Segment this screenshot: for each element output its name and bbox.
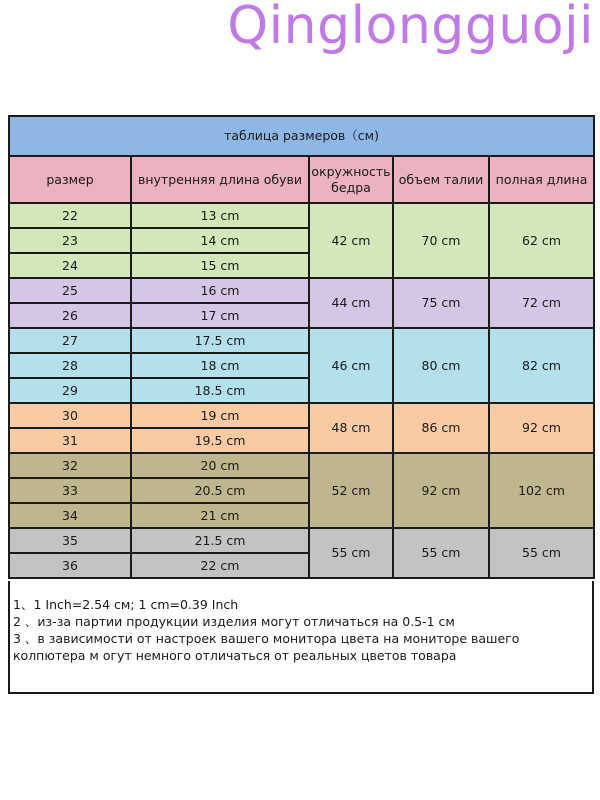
insole-length-cell: 21.5 cm bbox=[131, 528, 309, 553]
brand-logo: Qinglongguoji bbox=[227, 0, 594, 56]
insole-length-cell: 13 cm bbox=[131, 203, 309, 228]
note-3: 3 、в зависимости от настроек вашего монитора цвета на мониторе вашего колпютера м огут немного отличаться от реальных цветов товара bbox=[13, 631, 520, 663]
table-row bbox=[9, 328, 594, 353]
waist-cell: 86 cm bbox=[393, 403, 489, 453]
notes-box bbox=[8, 581, 594, 694]
size-cell: 26 bbox=[9, 303, 131, 328]
waist-cell: 80 cm bbox=[393, 328, 489, 403]
size-cell: 28 bbox=[9, 353, 131, 378]
table-row bbox=[9, 278, 594, 303]
hip-cell: 55 cm bbox=[309, 528, 393, 578]
hip-cell: 52 cm bbox=[309, 453, 393, 528]
total-length-cell: 102 cm bbox=[489, 453, 594, 528]
hip-cell: 48 cm bbox=[309, 403, 393, 453]
size-cell: 33 bbox=[9, 478, 131, 503]
header-insole-length: внутренняя длина обуви bbox=[131, 156, 309, 203]
table-row bbox=[9, 203, 594, 228]
hip-cell: 46 cm bbox=[309, 328, 393, 403]
waist-cell: 75 cm bbox=[393, 278, 489, 328]
table-row bbox=[9, 403, 594, 428]
size-cell: 25 bbox=[9, 278, 131, 303]
table-row bbox=[9, 453, 594, 478]
insole-length-cell: 15 cm bbox=[131, 253, 309, 278]
size-cell: 30 bbox=[9, 403, 131, 428]
insole-length-cell: 19 cm bbox=[131, 403, 309, 428]
hip-cell: 44 cm bbox=[309, 278, 393, 328]
total-length-cell: 62 cm bbox=[489, 203, 594, 278]
insole-length-cell: 20.5 cm bbox=[131, 478, 309, 503]
insole-length-cell: 18 cm bbox=[131, 353, 309, 378]
insole-length-cell: 17.5 cm bbox=[131, 328, 309, 353]
insole-length-cell: 18.5 cm bbox=[131, 378, 309, 403]
insole-length-cell: 19.5 cm bbox=[131, 428, 309, 453]
total-length-cell: 92 cm bbox=[489, 403, 594, 453]
insole-length-cell: 17 cm bbox=[131, 303, 309, 328]
size-cell: 23 bbox=[9, 228, 131, 253]
header-waist: объем талии bbox=[393, 156, 489, 203]
insole-length-cell: 14 cm bbox=[131, 228, 309, 253]
insole-length-cell: 22 cm bbox=[131, 553, 309, 578]
note-1: 1、1 Inch=2.54 см; 1 cm=0.39 Inch bbox=[13, 597, 239, 612]
insole-length-cell: 20 cm bbox=[131, 453, 309, 478]
header-total-length: полная длина bbox=[489, 156, 594, 203]
size-cell: 22 bbox=[9, 203, 131, 228]
size-cell: 24 bbox=[9, 253, 131, 278]
size-cell: 27 bbox=[9, 328, 131, 353]
size-cell: 32 bbox=[9, 453, 131, 478]
hip-cell: 42 cm bbox=[309, 203, 393, 278]
size-cell: 31 bbox=[9, 428, 131, 453]
size-cell: 29 bbox=[9, 378, 131, 403]
table-header-row bbox=[9, 156, 594, 203]
size-cell: 36 bbox=[9, 553, 131, 578]
table-title: таблица размеров（см) bbox=[9, 116, 594, 156]
table-title-row bbox=[9, 116, 594, 156]
insole-length-cell: 21 cm bbox=[131, 503, 309, 528]
waist-cell: 70 cm bbox=[393, 203, 489, 278]
size-chart-table bbox=[8, 115, 595, 579]
total-length-cell: 82 cm bbox=[489, 328, 594, 403]
size-cell: 35 bbox=[9, 528, 131, 553]
note-2: 2 、из-за партии продукции изделия могут отличаться на 0.5-1 см bbox=[13, 614, 455, 629]
table-row bbox=[9, 528, 594, 553]
total-length-cell: 72 cm bbox=[489, 278, 594, 328]
header-size: размер bbox=[9, 156, 131, 203]
total-length-cell: 55 cm bbox=[489, 528, 594, 578]
insole-length-cell: 16 cm bbox=[131, 278, 309, 303]
size-cell: 34 bbox=[9, 503, 131, 528]
waist-cell: 92 cm bbox=[393, 453, 489, 528]
waist-cell: 55 cm bbox=[393, 528, 489, 578]
header-hip: окружность бедра bbox=[309, 156, 393, 203]
